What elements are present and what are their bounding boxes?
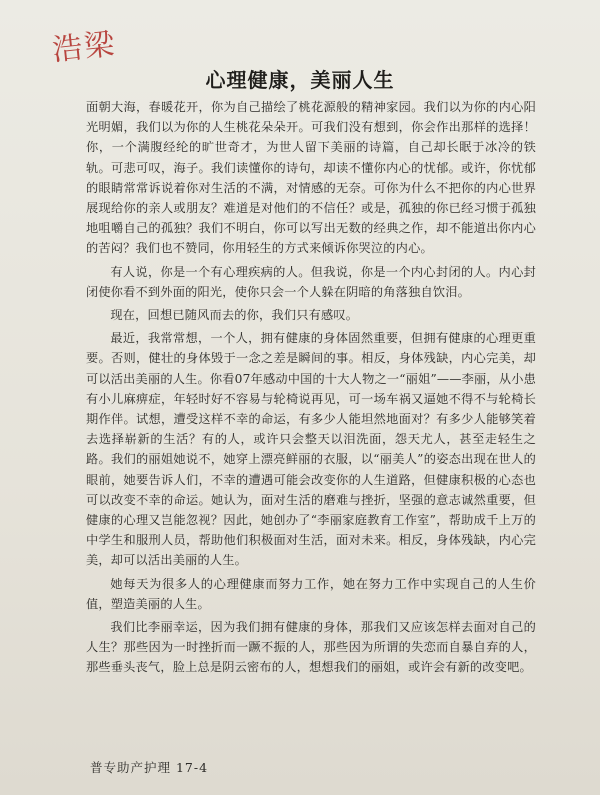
page-title: 心理健康，美丽人生 <box>205 68 395 92</box>
paragraph: 现在，回想已随风而去的你，我们只有感叹。 <box>110 308 359 323</box>
paragraph: 她每天为很多人的心理健康而努力工作，她在努力工作中实现自己的人生价值，塑造美丽的人生。 <box>86 576 536 611</box>
handwritten-name: 浩梁 <box>50 26 119 69</box>
paragraph: 有人说，你是一个有心理疾病的人。但我说，你是一个内心封闭的人。内心封闭使你看不到外面的阳光，使你只会一个人躲在阴暗的角落独自饮泪。 <box>86 264 536 299</box>
paragraph: 面朝大海，春暖花开，你为自己描绘了桃花源般的精神家园。我们以为你的内心阳光明媚，我们以为你的人生桃花朵朵开。可我们没有想到，你会作出那样的选择！你，一个满腹经纶的旷世奇才，为世人留下美丽的诗篇，自己却长眠于冰冷的铁轨。可悲可叹，海子。我们读懂你的诗句，却读不懂你内心的忧郁。或许，你忧郁的眼睛常常诉说着你对生活的不满，对情感的无奈。可你为什么不把你的内心世界展现给你的亲人或朋友？难道是对他们的不信任？或是，孤独的你已经习惯于孤独地咀嚼自己的孤独？我们不明白，你可以写出无数的经典之作，却不能道出你内心的苦闷？我们也不赞同，你用轻生的方式来倾诉你哭泣的内心。 <box>86 100 536 256</box>
paragraph: 最近，我常常想，一个人，拥有健康的身体固然重要，但拥有健康的心理更重要。否则，健壮的身体毁于一念之差是瞬间的事。相反，身体残缺，内心完美，却可以活出美丽的人生。你看07年感动中国的十大人物之一“丽姐”——李丽，从小患有小儿麻痹症，年轻时好不容易与轮椅说再见，可一场车祸又逼她不得不与轮椅长期作伴。试想，遭受这样不幸的命运，有多少人能坦然地面对？有多少人能够笑着去选择崭新的生活？有的人，或许只会整天以泪洗面，怨天尤人，甚至走轻生之路。我们的丽姐她说不，她穿上漂亮鲜丽的衣服，以“丽美人”的姿态出现在世人的眼前，她要告诉人们，不幸的遭遇可能会改变你的人生道路，但健康积极的心态也可以改变不幸的命运。她认为，面对生活的磨难与挫折，坚强的意志诚然重要，但健康的心理又岂能忽视？因此，她创办了“李丽家庭教育工作室”，帮助成千上万的中学生和服刑人员，帮助他们积极面对生活，面对未来。相反，身体残缺，内心完美，却可以活出美丽的人生。 <box>86 331 536 568</box>
paragraph: 我们比李丽幸运，因为我们拥有健康的身体，那我们又应该怎样去面对自己的人生？那些因为一时挫折而一蹶不振的人，那些因为所谓的失恋而自暴自弃的人，那些垂头丧气，脸上总是阴云密布的人，想想我们的丽姐，或许会有新的改变吧。 <box>86 620 536 675</box>
class-footer: 普专助产护理 17-4 <box>90 760 209 775</box>
essay-body <box>86 97 536 681</box>
